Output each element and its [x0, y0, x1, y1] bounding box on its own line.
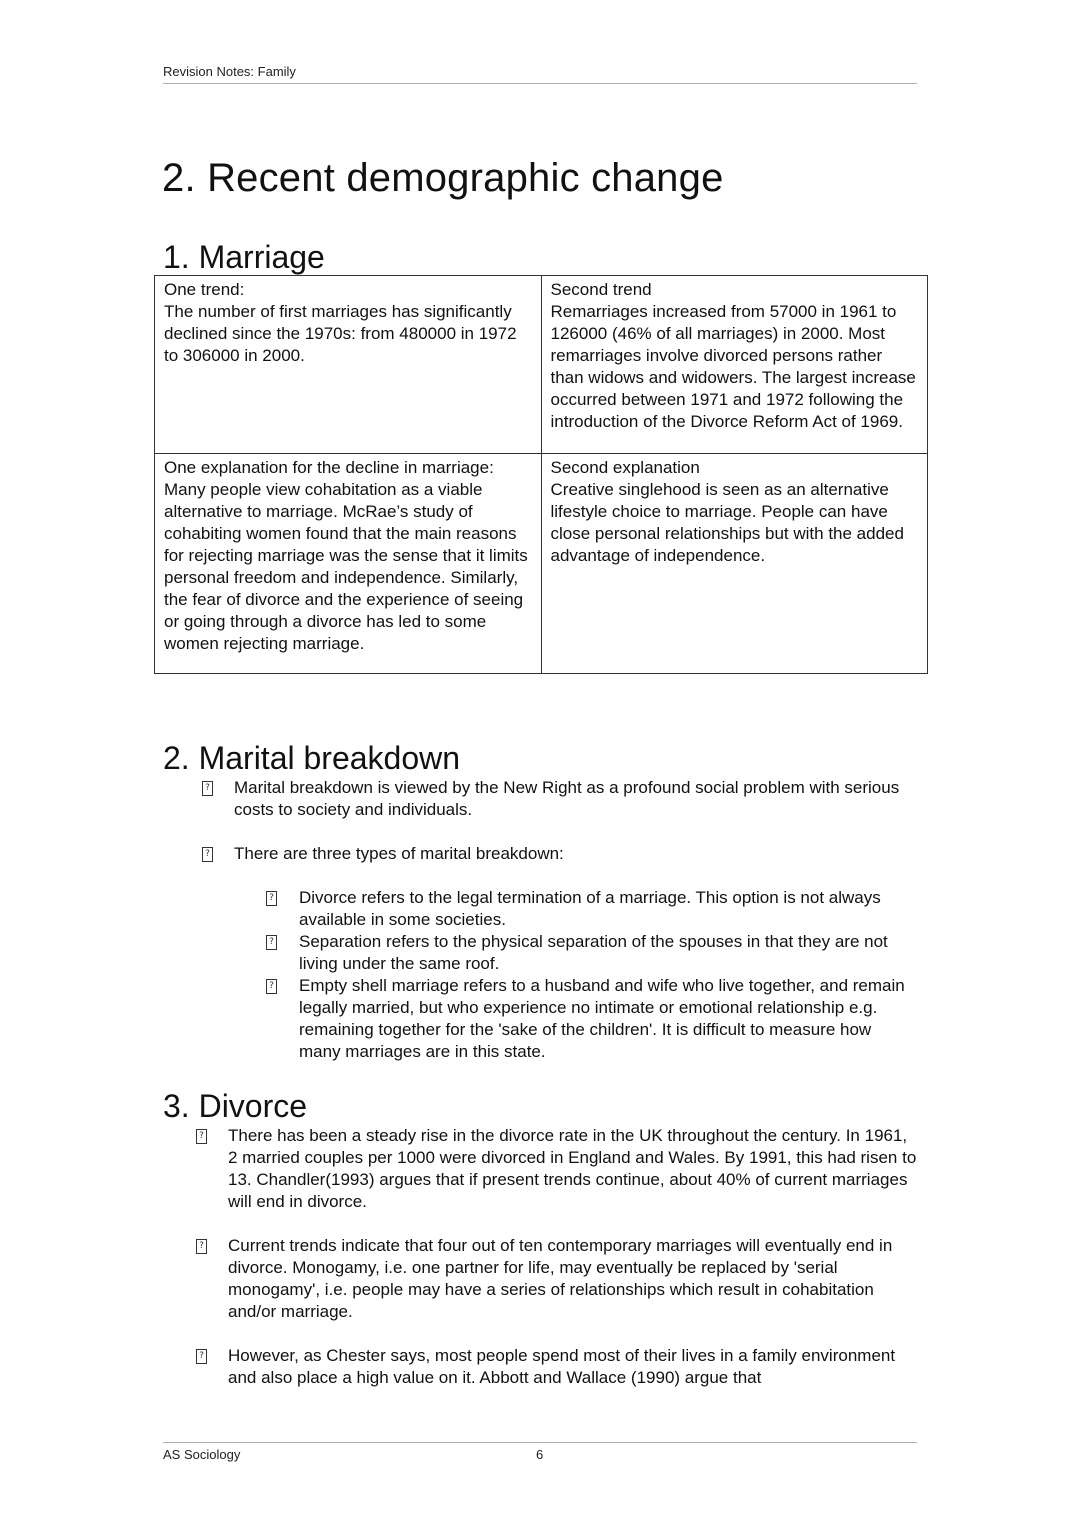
cell-body: The number of first marriages has significantly declined since the 1970s: from 480000 in 1972 to 306000 in 2000.: [164, 302, 517, 365]
list-item-text: Empty shell marriage refers to a husband and wife who live together, and remain legally married, but who experience no intimate or emotional relationship e.g. remaining together for the 'sake of the children'. It is difficult to measure how many marriages are in this state.: [299, 976, 905, 1061]
missing-glyph-bullet-icon: ?: [196, 1349, 207, 1364]
missing-glyph-bullet-icon: ?: [266, 979, 277, 994]
list-item-text: There are three types of marital breakdown:: [234, 844, 564, 863]
table-cell-first-explanation: [155, 454, 542, 674]
table-row: [155, 454, 928, 674]
list-item: [202, 777, 902, 821]
missing-glyph-bullet-icon: ?: [202, 847, 213, 862]
page-header: [163, 64, 917, 84]
header-title: Revision Notes: Family: [163, 64, 296, 79]
table-cell-second-explanation: [541, 454, 928, 674]
section-title-divorce: 3. Divorce: [163, 1088, 308, 1124]
missing-glyph-bullet-icon: ?: [196, 1129, 207, 1144]
missing-glyph-bullet-icon: ?: [266, 891, 277, 906]
footer-course-label: AS Sociology: [163, 1447, 241, 1462]
list-item: [196, 1345, 921, 1389]
list-item: [202, 843, 902, 865]
list-item-text: Marital breakdown is viewed by the New Right as a profound social problem with serious costs to society and individuals.: [234, 778, 900, 819]
list-item: [266, 887, 916, 931]
cell-title: Second explanation: [550, 458, 700, 477]
list-item-text: Current trends indicate that four out of ten contemporary marriages will eventually end in divorce. Monogamy, i.e. one partner for life, may eventually be replaced by 'serial monogamy', i.e. people may have a series of relationships which result in cohabitation and/or marriage.: [228, 1236, 893, 1321]
cell-body: Many people view cohabitation as a viable alternative to marriage. McRae’s study of cohabiting women found that the main reasons for rejecting marriage was the sense that it limits personal freedom and independence. Similarly, the fear of divorce and the experience of seeing or going through a divorce has led to some women rejecting marriage.: [164, 480, 528, 653]
list-item-text: Divorce refers to the legal termination of a marriage. This option is not always available in some societies.: [299, 888, 881, 929]
breakdown-types-list: [266, 887, 916, 1063]
cell-title: One explanation for the decline in marriage:: [164, 458, 494, 477]
section-title-marital-breakdown: 2. Marital breakdown: [163, 740, 461, 776]
table-row: [155, 276, 928, 454]
page-title: 2. Recent demographic change: [162, 156, 724, 200]
divorce-list: [196, 1125, 921, 1411]
missing-glyph-bullet-icon: ?: [202, 781, 213, 796]
list-item: [196, 1235, 921, 1323]
table-cell-first-trend: [155, 276, 542, 454]
page-footer: [163, 1442, 917, 1462]
cell-title: Second trend: [550, 280, 652, 299]
list-item: [266, 975, 916, 1063]
list-item: [196, 1125, 921, 1213]
marital-breakdown-list: [202, 777, 902, 887]
list-item: [266, 931, 916, 975]
cell-body: Remarriages increased from 57000 in 1961 to 126000 (46% of all marriages) in 2000. Most remarriages involve divorced persons rather than widows and widowers. The largest increase occurred between 1971 and 1972 following the introduction of the Divorce Reform Act of 1969.: [550, 302, 916, 431]
missing-glyph-bullet-icon: ?: [266, 935, 277, 950]
list-item-text: There has been a steady rise in the divorce rate in the UK throughout the century. In 1961, 2 married couples per 1000 were divorced in England and Wales. By 1991, this had risen to 13. Chandler(1993) argues that if present trends continue, about 40% of current marriages will end in divorce.: [228, 1126, 917, 1211]
table-cell-second-trend: [541, 276, 928, 454]
list-item-text: Separation refers to the physical separation of the spouses in that they are not living under the same roof.: [299, 932, 888, 973]
section-title-marriage: 1. Marriage: [163, 239, 325, 275]
missing-glyph-bullet-icon: ?: [196, 1239, 207, 1254]
cell-body: Creative singlehood is seen as an alternative lifestyle choice to marriage. People can have close personal relationships but with the added advantage of independence.: [550, 480, 904, 565]
cell-title: One trend:: [164, 280, 245, 299]
list-item-text: However, as Chester says, most people spend most of their lives in a family environment and also place a high value on it. Abbott and Wallace (1990) argue that: [228, 1346, 896, 1387]
marriage-table: [154, 275, 928, 674]
page-number: 6: [536, 1447, 544, 1462]
